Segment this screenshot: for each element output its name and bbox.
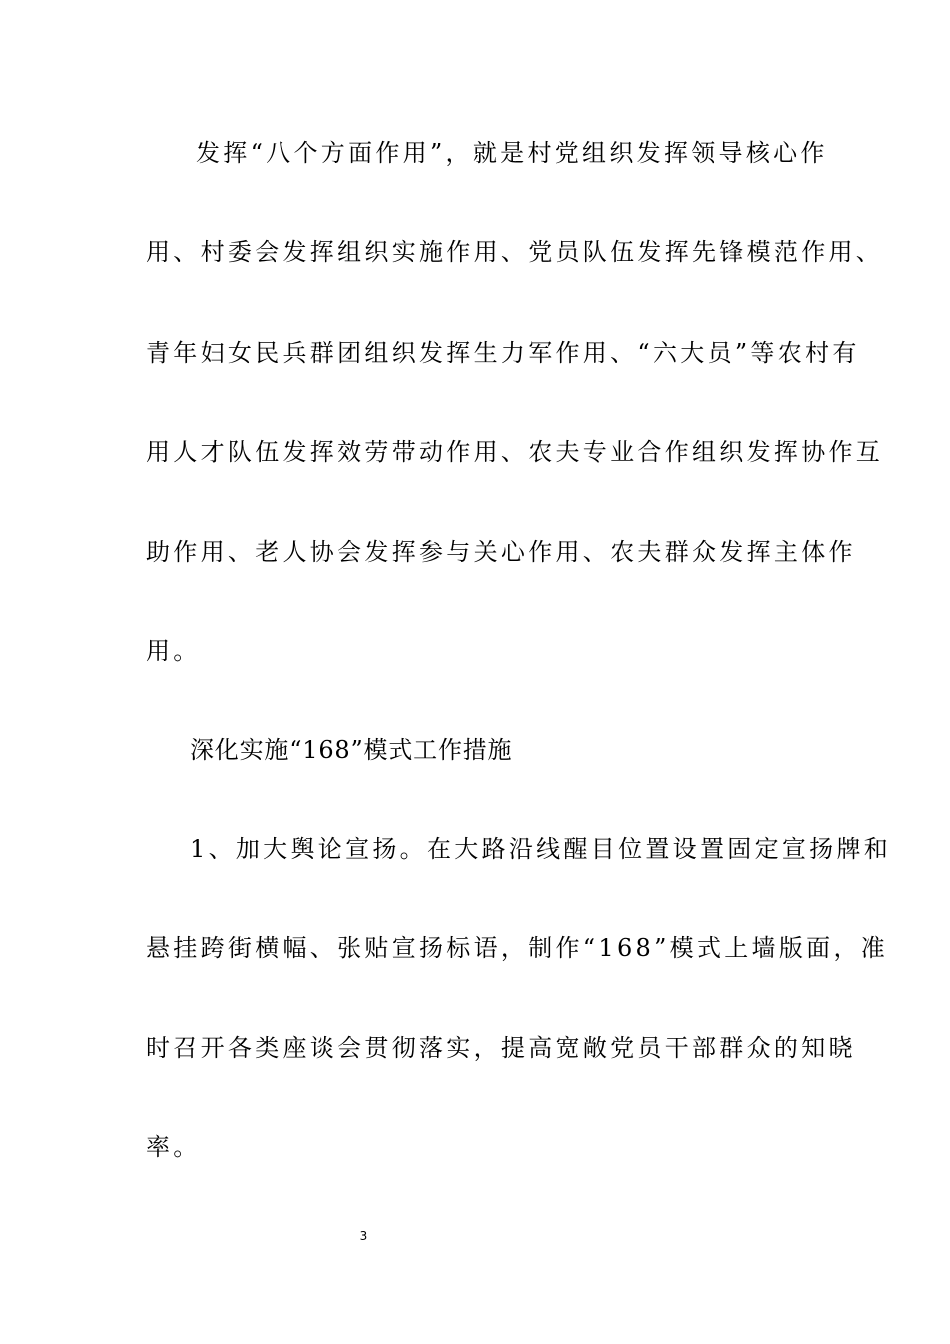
- paragraph-line: 1、加大舆论宣扬。在大路沿线醒目位置设置固定宣扬牌和: [190, 835, 892, 863]
- page-number: 3: [359, 1229, 368, 1243]
- paragraph-line: 率。: [146, 1133, 201, 1161]
- paragraph-line: 青年妇女民兵群团组织发挥生力军作用、“六大员”等农村有: [146, 339, 860, 367]
- paragraph-line: 发挥“八个方面作用”，就是村党组织发挥领导核心作: [196, 139, 828, 167]
- section-heading: 深化实施“168”模式工作措施: [190, 736, 513, 764]
- paragraph-line: 用人才队伍发挥效劳带动作用、农夫专业合作组织发挥协作互: [146, 438, 884, 466]
- paragraph-line: 助作用、老人协会发挥参与关心作用、农夫群众发挥主体作: [146, 538, 856, 566]
- paragraph-line: 用。: [146, 637, 201, 665]
- paragraph-line: 用、村委会发挥组织实施作用、党员队伍发挥先锋模范作用、: [146, 238, 884, 266]
- paragraph-line: 时召开各类座谈会贯彻落实，提高宽敞党员干部群众的知晓: [146, 1034, 856, 1062]
- paragraph-line: 悬挂跨街横幅、张贴宣扬标语，制作“168”模式上墙版面，准: [146, 934, 889, 962]
